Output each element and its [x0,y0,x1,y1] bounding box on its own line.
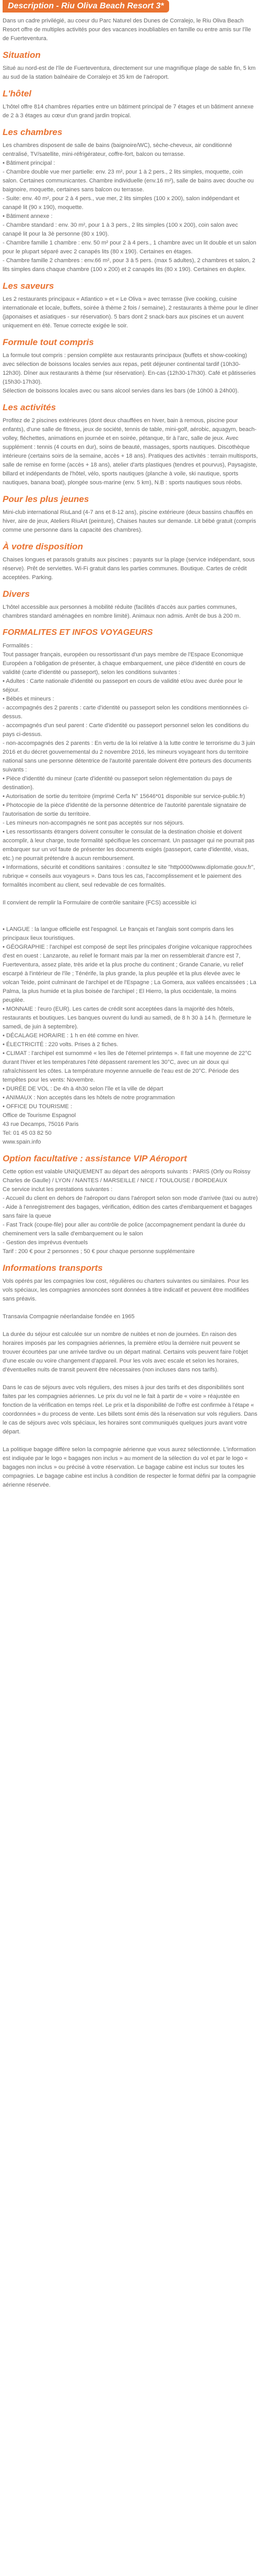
hotel-text: L'hôtel offre 814 chambres réparties entre un bâtiment principal de 7 étages et un bâtiment annexe de 2 à 3 étages au cœur d'un grand jardin tropical. [3,104,254,119]
transport-line: La durée du séjour est calculée sur un nombre de nuitées et non de journées. En raison des horaires imposés par les compagnies aériennes, la première et/ou la dernière nuit peuvent se trouver écourtées par une arrivée tardive ou un départ matinal. Certains vols peuvent faire l'objet d'une escale ou voire changement d'appareil. Pour les vols avec escale et selon les horaires, d'éventuelles nuits de transit peuvent être nécessaires (non incluses dans nos tarifs). [3,1331,248,1373]
transport-line: La politique bagage diffère selon la compagnie aérienne que vous aurez sélectionnée. L'information est indiquée par le logo « bagages non inclus » au moment de la sélection du vol et par le logo « bagages non inclus » ou précisé à votre réservation. Le bagage cabine est inclus sur toutes les compagnies. Le bagage cabine est inclus à condition de respecter le format défini par la compagnie aérienne réservée. [3,1446,256,1488]
transport-spacer [3,1304,258,1312]
rooms-line: • Bâtiment principal : [3,160,55,166]
formalities-spacer [3,890,258,899]
situation-heading: Situation [3,50,41,60]
hotel-heading: L'hôtel [3,89,32,99]
transport-spacer [3,1437,258,1445]
formalities-line: • OFFICE DU TOURISME : [3,1103,73,1110]
formalities-line: www.spain.info [3,1139,41,1145]
misc-heading: Divers [3,589,30,599]
transport-line: Dans le cas de séjours avec vols réguliers, des mises à jour des tarifs et des disponibilités sont faites par les compagnies aériennes. Le prix du vol ne le fait à partir de « voire » réajustée en fonction de la vérification en temps réel. Le prix et la disponibilité de l'offre est confirmée à l'étape « coordonnées » du process de vente. Les billets sont émis dès la réservation sur vols réguliers. Dans le cas de séjours avec vols spéciaux, les horaires sont communiqués quelques jours avant votre départ. [3,1384,257,1435]
formalities-line: • Les ressortissants étrangers doivent consulter le consulat de la destination choisie et doivent accomplir, à leur charge, toute formalité spécifique les concernant. Un passager qui ne pourrait pas embarquer sur un vol faute de présenter les documents exigés (passeport, carte d'identité, visas, etc.) ne pourrait prétendre à aucun remboursement. [3,829,255,862]
formalities-line: Tel: 01 45 03 82 50 [3,1130,52,1136]
formalities-line: - Les mineurs non-accompagnés ne sont pas acceptés sur nos séjours. [3,820,184,826]
activities-text: Profitez de 2 piscines extérieures (dont deux chauffées en hiver, bain à remous, piscine pour enfants), d'une salle de fitness, jeux de société, tennis de table, mini-golf, aérobic, aquagym, beach-volley, fléchettes, animations en journée et en soirée, pétanque, tir à l'arc, salle de jeux. Avec supplément : tennis (4 courts en dur), soins de beauté, massages, sports nautiques. Discothèque intérieure (certains soirs de la semaine, accès + 18 ans). Pratiques des activités : terrain multisports, salle de remise en forme (accès + 18 ans), atelier d'arts plastiques (tendres et pourvus), Paysagiste, billard et indépendants de l'hôtel, vélo, sports nautiques (planche à voile, ski nautique, sports nautiques, banana boat), plongée sous-marine (env. 5 km), N.B : sports nautiques sous réobs. [3,418,258,486]
formalities-line: • DURÉE DE VOL : De 4h à 4h30 selon l'île et la ville de départ [3,1086,163,1092]
misc-text: L'hôtel accessible aux personnes à mobilité réduite (facilités d'accès aux parties communes, chambres standard aménagées en nombre limité). Animaux non admis. Arrêt de bus à 200 m. [3,604,241,619]
formalities-spacer [3,907,258,916]
formalities-line: - accompagnés d'un seul parent : Carte d'identité ou passeport personnel selon les conditions du pays ci-dessus. [3,722,249,738]
formalities-line: Office de Tourisme Espagnol [3,1112,76,1119]
formalities-line: • GÉOGRAPHIE : l'archipel est composé de sept îles principales d'origine volcanique rapprochées d'est en ouest : Lanzarote, au relief le formant mais par la mer on ressemblerait d'ancre est 7, Fuerteventura, assez plate, très aride et la plus proche du continent ; Grande Canarie, vu relief escarpé à l'intérieur de l'île ; Ténérife, la plus grande, la plus peuplée et la plus élevée avec le volcan Teide, point culminant de l'archipel et de l'Espagne ; La Gomera, aux vallées encaissées ; La Palma, la plus humide et la plus boisée de l'archipel ; El Hierro, la plus occidentale, la moins peuplée. [3,944,256,1003]
all-inclusive-line: La formule tout compris : pension complète aux restaurants principaux (buffets et show-cooking) avec sélection de boissons locales servies aux repas, petit déjeuner continental tardif (10h30-12h30). Dîner aux restaurants à thème (sur réservation). En-cas (12h30-17h30). Café et pâtisseries (15h30-17h30). [3,352,256,385]
activities-heading: Les activités [3,402,56,412]
vip-option-line: Tarif : 200 € pour 2 personnes ; 50 € pour chaque personne supplémentaire [3,1248,195,1255]
all-inclusive-text [3,351,258,396]
formalities-line: • CLIMAT : l'archipel est surnommé « les îles de l'éternel printemps ». Il fait une moyenne de 22°C durant l'hiver et les températures l'été dépassent rarement les 30°C, avec un air doux qui rafraîchissent les côtes. La température moyenne annuelle de l'eau est de 20°C. Période des tempêtes pour les vents: Novembre. [3,1050,252,1083]
vip-option-heading: Option facultative : assistance VIP Aéroport [3,1154,187,1163]
formalities-heading: FORMALITES ET INFOS VOYAGEURS [3,628,153,637]
formalities-line: • ANIMAUX : Non acceptés dans les hôtels de notre programmation [3,1095,175,1101]
formalities-text [3,642,258,1147]
vip-option-text [3,1168,258,1256]
transport-text [3,1277,258,1490]
rooms-line: Les chambres disposent de salle de bains (baignoire/WC), sèche-cheveux, air conditionné centralisé, TV/satellite, mini-réfrigérateur, coffre-fort, balcon ou terrasse. [3,142,232,157]
rooms-line: - Suite: env. 40 m², pour 2 à 4 pers., vue mer, 2 lits simples (100 x 200), salon indépendant et canapé lit (90 x 190), moquette. [3,195,240,211]
france-diplomatie-link[interactable]: Il convient de remplir la Formulaire de contrôle sanitaire (FCS) accessible ici [3,900,197,906]
vip-option-line: Cette option est valable UNIQUEMENT au départ des aéroports suivants : PARIS (Orly ou Roissy Charles de Gaulle) / LYON / NANTES / MARSEILLE / NICE / TOULOUSE / BORDEAUX [3,1169,251,1184]
formalities-line: • LANGUE : la langue officielle est l'espagnol. Le français et l'anglais sont compris dans les principaux lieux touristiques. [3,926,234,941]
bottom-spacer [3,1494,258,1504]
rooms-line: - Chambre famille 1 chambre : env. 50 m² pour 2 à 4 pers., 1 chambre avec un lit double et un salon pour le plupart séparé avec 2 canapés lits (80 x 190). Certaines en étages. [3,240,256,255]
transport-heading: Informations transports [3,1263,103,1273]
formalities-line: • Informations, sécurité et conditions sanitaires : consultez le site "http0000www.diplomatie.gouv.fr", rubrique « conseils aux voyageurs ». Dans tous les cas, l'accomplissement et le paiement des formalités incombent au client, seul redevable de ces formalités. [3,864,255,888]
transport-spacer [3,1321,258,1330]
kids-text: Mini-club international RiuLand (4-7 ans et 8-12 ans), piscine extérieure (deux bassins chauffés en hiver, aire de jeux, Ateliers RiuArt (peinture), Chaises hautes sur demande. Lit bébé gratuit (compris comme une personne dans la capacité des chambres). [3,509,256,533]
formalities-line: • Bébés et mineurs : [3,696,54,702]
formalities-line: • Photocopie de la pièce d'identité de la personne détentrice de l'autorité parentale signataire de l'autorisation de sortie du territoire. [3,802,246,817]
vip-option-line: - Fast Track (coupe-file) pour aller au contrôle de police (accompagnement pendant la durée du cheminement vers la salle d'embarquement ou le salon [3,1222,245,1237]
situation-text: Situé au nord-est de l'île de Fuerteventura, directement sur une magnifique plage de sable fin, 5 km au sud de la station balnéaire de Corralejo et 35 km de l'aéroport. [3,65,256,80]
page-title: Description - Riu Oliva Beach Resort 3* [3,0,169,13]
kids-heading: Pour les plus jeunes [3,494,89,504]
formalities-line: • MONNAIE : l'euro (EUR). Les cartes de crédit sont acceptées dans la majorité des hôtels, restaurants et boutiques. Les banques ouvrent du lundi au samedi, de 8 h 30 à 14 h. (fermeture le samedi, de juin à septembre). [3,1006,252,1030]
formalities-spacer [3,916,258,925]
formalities-line: 43 rue Decamps, 75016 Paris [3,1121,79,1127]
transport-spacer [3,1375,258,1383]
transport-airline: Transavia Compagnie néerlandaise fondée en 1965 [3,1314,135,1320]
formalities-line: • Autorisation de sortie du territoire (imprimé Cerfa N° 15646*01 disponible sur service-public.fr) [3,793,245,800]
intro-text: Dans un cadre privilégié, au coeur du Parc Naturel des Dunes de Corralejo, le Riu Oliva Beach Resort offre de multiples activités pour des vacances inoubliables en famille ou entre amis sur l'île de Fuerteventura. [3,18,251,42]
amenities-heading: À votre disposition [3,542,83,551]
vip-option-line: Ce service inclut les prestations suivantes : [3,1186,113,1193]
formalities-line: Tout passager français, européen ou ressortissant d'un pays membre de l'Espace Economique Européen a l'obligation de présenter, à chaque embarquement, une pièce d'identité en cours de validité (carte d'identité ou passeport), selon les conditions suivantes : [3,652,246,676]
rooms-line: - Chambre standard : env. 30 m², pour 1 à 3 pers., 2 lits simples (100 x 200), coin salon avec canapé lit pour la 3è personne (80 x 190). [3,222,239,237]
all-inclusive-heading: Formule tout compris [3,337,94,347]
vip-option-line: - Accueil du client en dehors de l'aéroport ou dans l'aéroport selon son mode d'arrivée (taxi ou autre) [3,1195,258,1201]
formalities-line: • Adultes : Carte nationale d'identité ou passeport en cours de validité et/ou avec durée pour le séjour. [3,678,243,693]
formalities-line: - accompagnés des 2 parents : carte d'identité ou passeport selon les conditions mentionnées ci-dessus. [3,705,249,720]
rooms-heading: Les chambres [3,127,63,137]
dining-text: Les 2 restaurants principaux « Atlantico » et « Le Oliva » avec terrasse (live cooking, cuisine internationale et locale, buffets, soirée à thème 2 fois / semaine), 2 restaurants à thème pour le dîner (japonaises et asiatiques - sur réservation). 5 bars dont 2 snack-bars aux piscines et un auvent uniquement en été. Tenue correcte exigée le soir. [3,296,258,329]
amenities-text: Chaises longues et parasols gratuits aux piscines : payants sur la plage (service indépendant, sous réserve). Prêt de serviettes. Wi-Fi gratuit dans les parties communes. Boutique. Cartes de crédit acceptées. Parking. [3,557,255,581]
vip-option-line: - Aide à l'enregistrement des bagages, vérification, édition des cartes d'embarquement et bagages sans faire la queue [3,1204,253,1219]
rooms-line: - Chambre double vue mer partielle: env. 23 m², pour 1 à 2 pers., 2 lits simples, moquette, coin salon. Certaines communicantes. Chambre individuelle (env.16 m²), salle de bains avec douche ou baignoire, moquette, certaines sans balcon ou terrasse. [3,169,254,193]
formalities-line: • ÉLECTRICITÉ : 220 volts. Prises à 2 fiches. [3,1041,118,1048]
rooms-line: • Bâtiment annexe : [3,213,53,219]
transport-line: Vols opérés par les compagnies low cost, régulières ou charters suivantes ou similaires. Pour les vols spéciaux, les compagnies annoncées sont données à titre indicatif et peuvent être modifiées sans préavis. [3,1278,250,1302]
formalities-line: • Pièce d'identité du mineur (carte d'identité ou passeport selon réglementation du pays de destination). [3,776,232,791]
dining-heading: Les saveurs [3,281,54,291]
formalities-line: Formalités : [3,643,33,649]
all-inclusive-line: Sélection de boissons locales avec ou sans alcool servies dans les bars (de 10h00 à 24h00). [3,388,239,394]
rooms-text [3,141,258,274]
vip-option-line: - Gestion des imprévus éventuels [3,1240,88,1246]
formalities-line: - non-accompagnés des 2 parents : En vertu de la loi relative à la lutte contre le terrorisme du 3 juin 2016 et du décret gouvernemental du 2 novembre 2016, les mineurs voyageant hors du territoire national sans une personne détentrice de l'autorité parentale doivent être porteurs des documents suivants : [3,740,255,773]
formalities-line: • DÉCALAGE HORAIRE : 1 h en été comme en hiver. [3,1033,139,1039]
rooms-line: - Chambre famille 2 chambres : env.66 m², pour 3 à 5 pers. (max 5 adultes), 2 chambres et salon, 2 lits simples dans chaque chambre (100 x 200) et 2 canapés lits (80 x 190). Certaines en duplex. [3,257,256,273]
